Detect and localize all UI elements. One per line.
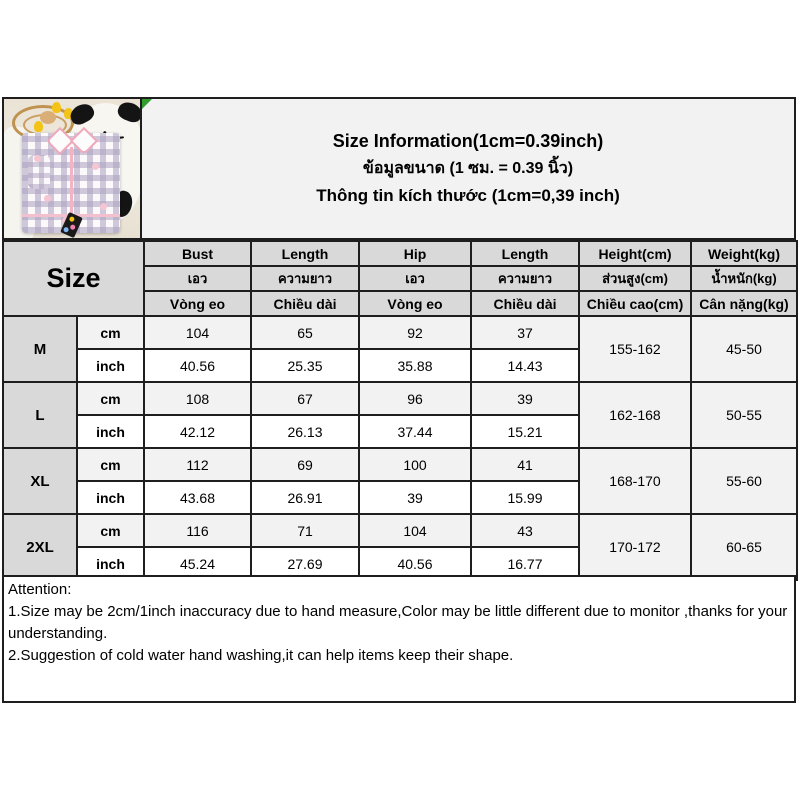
weight-range: 45-50	[691, 316, 797, 382]
height-range: 168-170	[579, 448, 691, 514]
title-area	[142, 99, 794, 238]
page-title-en: Size Information(1cm=0.39inch)	[332, 131, 604, 151]
table-row: XL cm 112 69 100 41 168-170 55-60	[3, 448, 797, 481]
unit-cm: cm	[77, 514, 144, 547]
table-row: M cm 104 65 92 37 155-162 45-50	[3, 316, 797, 349]
attention-note-1: 1.Size may be 2cm/1inch inaccuracy due to hand measure,Color may be little different due to monitor ,thanks for your understanding.	[8, 603, 788, 642]
unit-cm: cm	[77, 382, 144, 415]
size-corner-label: Size	[3, 241, 144, 316]
size-table	[2, 240, 798, 581]
header-row-en	[3, 241, 797, 266]
weight-range: 55-60	[691, 448, 797, 514]
page-title-th: ข้อมูลขนาด (1 ซม. = 0.39 นิ้ว)	[362, 160, 574, 177]
plush-ear-icon	[116, 99, 142, 125]
height-range: 162-168	[579, 382, 691, 448]
height-range: 155-162	[579, 316, 691, 382]
unit-inch: inch	[77, 415, 144, 448]
tulip-icon	[34, 121, 43, 132]
col-header-length: Length	[251, 241, 359, 266]
banner	[2, 97, 796, 240]
size-label-m: M	[3, 316, 77, 382]
unit-inch: inch	[77, 349, 144, 382]
weight-range: 50-55	[691, 382, 797, 448]
table-row: inch 40.56 25.35 35.88 14.43	[3, 349, 797, 382]
header-row-th: เอว ความยาว เอว ความยาว ส่วนสูง(cm) น้ำหนัก(kg)	[3, 266, 797, 291]
soap-decor	[40, 111, 56, 124]
attention-heading: Attention:	[8, 581, 72, 598]
unit-cm: cm	[77, 448, 144, 481]
table-row: inch 43.68 26.91 39 15.99	[3, 481, 797, 514]
unit-inch: inch	[77, 547, 144, 580]
product-photo	[4, 99, 142, 238]
col-header-length2: Length	[471, 241, 579, 266]
col-header-weight: Weight(kg)	[691, 241, 797, 266]
table-row: L cm 108 67 96 39 162-168 50-55	[3, 382, 797, 415]
page-title-vi: Thông tin kích thước (1cm=0,39 inch)	[316, 186, 620, 205]
table-row: inch 45.24 27.69 40.56 16.77	[3, 547, 797, 580]
col-header-height: Height(cm)	[579, 241, 691, 266]
unit-inch: inch	[77, 481, 144, 514]
header-row-vi: Vòng eo Chiều dài Vòng eo Chiều dài Chiều cao(cm) Cân nặng(kg)	[3, 291, 797, 316]
size-label-xl: XL	[3, 448, 77, 514]
height-range: 170-172	[579, 514, 691, 580]
size-label-2xl: 2XL	[3, 514, 77, 580]
col-header-hip: Hip	[359, 241, 471, 266]
tulip-icon	[52, 102, 61, 113]
attention-note-2: 2.Suggestion of cold water hand washing,it can help items keep their shape.	[8, 647, 514, 664]
attention-box	[2, 575, 796, 703]
size-label-l: L	[3, 382, 77, 448]
table-row: inch 42.12 26.13 37.44 15.21	[3, 415, 797, 448]
col-header-bust: Bust	[144, 241, 251, 266]
weight-range: 60-65	[691, 514, 797, 580]
table-row: 2XL cm 116 71 104 43 170-172 60-65	[3, 514, 797, 547]
unit-cm: cm	[77, 316, 144, 349]
excel-corner-flag-icon	[142, 99, 152, 109]
